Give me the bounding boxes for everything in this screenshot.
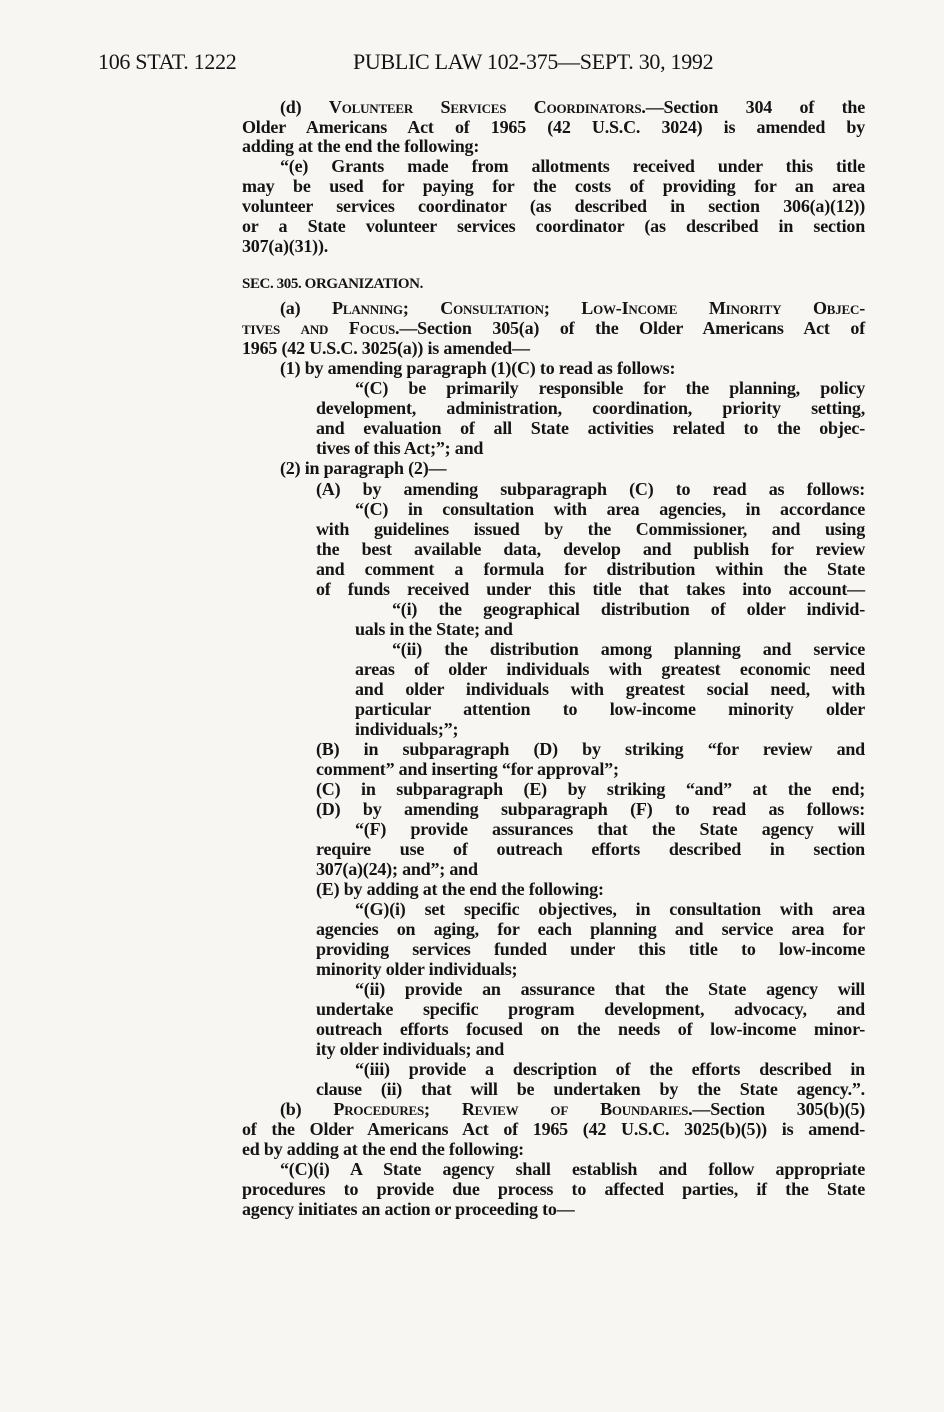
text-line (280, 1159, 865, 1179)
stat-page-number: 106 STAT. 1222 (98, 49, 237, 74)
text-line (316, 779, 865, 799)
text-line (316, 1039, 504, 1059)
text-line (242, 338, 530, 358)
text-segment: “(C) be primarily responsible for the planning, policy (355, 378, 865, 398)
text-line (355, 1059, 865, 1079)
text-segment: with guidelines issued by the Commissioner, and using (316, 519, 865, 539)
text-segment: “(C)(i) A State agency shall establish and follow appropriate (280, 1159, 865, 1179)
text-segment: “(F) provide assurances that the State agency will (355, 819, 865, 839)
text-segment: ity older individuals; and (316, 1039, 505, 1059)
text-segment: (E) by adding at the end the following: (316, 879, 604, 899)
text-segment: “(ii) provide an assurance that the State agency will (355, 979, 865, 999)
text-segment: (A) by amending subparagraph (C) to read as follows: (316, 479, 865, 499)
text-segment: (b) (280, 1099, 334, 1119)
text-line (280, 1099, 865, 1119)
text-line (392, 599, 865, 619)
text-segment: —Section 304 of the (645, 97, 866, 117)
subsection-heading: Planning; Consultation; Low-Income Minority Objec- (332, 298, 865, 318)
text-line (316, 859, 478, 879)
text-line (316, 799, 865, 819)
text-segment: undertake specific program development, advocacy, and (316, 999, 865, 1019)
text-line (242, 1139, 524, 1159)
text-segment: “(G)(i) set specific objectives, in consultation with area (355, 899, 865, 919)
text-segment: 1965 (42 U.S.C. 3025(a)) is amended— (242, 338, 530, 358)
text-segment: ed by adding at the end the following: (242, 1139, 524, 1159)
text-segment: uals in the State; and (355, 619, 513, 639)
text-segment: providing services funded under this title to low-income (316, 939, 865, 959)
text-line (355, 819, 865, 839)
text-line (355, 699, 865, 719)
text-segment: development, administration, coordination, priority setting, (316, 398, 865, 418)
text-line (242, 318, 865, 338)
text-segment: tives of this Act;”; and (316, 438, 484, 458)
text-line (242, 1179, 865, 1199)
running-header-title: PUBLIC LAW 102-375—SEPT. 30, 1992 (353, 49, 714, 74)
text-segment: of funds received under this title that takes into account— (316, 579, 865, 599)
text-line (316, 539, 865, 559)
text-segment: may be used for paying for the costs of providing for an area (242, 176, 865, 196)
text-line (316, 438, 483, 458)
text-line (316, 1079, 865, 1099)
text-line (242, 216, 865, 236)
text-line (355, 899, 865, 919)
text-segment: “(C) in consultation with area agencies, in accordance (355, 499, 865, 519)
text-segment: (d) (280, 97, 329, 117)
text-line (392, 639, 865, 659)
text-line (316, 479, 865, 499)
text-segment: (B) in subparagraph (D) by striking “for review and (316, 739, 865, 759)
text-line (355, 679, 865, 699)
text-segment: outreach efforts focused on the needs of low-income minor- (316, 1019, 865, 1039)
text-segment: “(e) Grants made from allotments received under this title (280, 156, 865, 176)
text-segment: SEC. 305. ORGANIZATION. (242, 276, 423, 292)
text-line (242, 117, 865, 137)
text-line (242, 1119, 865, 1139)
text-line (242, 136, 479, 156)
subsection-heading: Procedures; Review of Boundaries. (333, 1099, 693, 1119)
text-line (280, 358, 675, 378)
text-line (242, 176, 865, 196)
text-line (316, 919, 865, 939)
text-segment: the best available data, develop and publish for review (316, 539, 865, 559)
text-segment: require use of outreach efforts described in section (316, 839, 865, 859)
text-segment: particular attention to low-income minority older (355, 699, 865, 719)
text-segment: 307(a)(24); and”; and (316, 859, 478, 879)
text-segment: —Section 305(b)(5) (692, 1099, 865, 1119)
text-line (355, 378, 865, 398)
text-segment: and comment a formula for distribution within the State (316, 559, 865, 579)
text-segment: minority older individuals; (316, 959, 518, 979)
text-line (280, 97, 865, 117)
text-segment: “(ii) the distribution among planning and service (392, 639, 865, 659)
subsection-heading: Volunteer Services Coordinators. (328, 97, 646, 117)
text-segment: (a) (280, 298, 333, 318)
text-line (355, 619, 513, 639)
text-line (355, 719, 458, 739)
text-line (280, 298, 865, 318)
text-line (355, 499, 865, 519)
text-line (242, 196, 865, 216)
text-segment: or a State volunteer services coordinator (as described in section (242, 216, 865, 236)
text-segment: (C) in subparagraph (E) by striking “and” at the end; (316, 779, 865, 799)
text-segment: and evaluation of all State activities related to the objec- (316, 418, 865, 438)
text-line (355, 659, 865, 679)
text-segment: 307(a)(31)). (242, 236, 329, 256)
text-line (316, 1019, 865, 1039)
text-line (316, 579, 865, 599)
text-segment: comment” and inserting “for approval”; (316, 759, 619, 779)
text-segment: “(iii) provide a description of the efforts described in (355, 1059, 865, 1079)
text-segment: adding at the end the following: (242, 136, 480, 156)
text-segment: agencies on aging, for each planning and service area for (316, 919, 865, 939)
text-line (280, 156, 865, 176)
text-line (316, 959, 517, 979)
text-line (316, 759, 619, 779)
text-segment: Older Americans Act of 1965 (42 U.S.C. 3024) is amended by (242, 117, 865, 137)
text-line (316, 398, 865, 418)
text-segment: and older individuals with greatest social need, with (355, 679, 865, 699)
text-segment: “(i) the geographical distribution of older individ- (392, 599, 865, 619)
text-line (316, 839, 865, 859)
text-line (316, 559, 865, 579)
text-segment: (1) by amending paragraph (1)(C) to read as follows: (280, 358, 676, 378)
text-line (316, 519, 865, 539)
text-line (242, 236, 328, 256)
section-heading (242, 274, 423, 294)
subsection-heading: tives and Focus. (242, 318, 400, 338)
text-line (280, 458, 446, 478)
text-line (316, 418, 865, 438)
text-segment: individuals;”; (355, 719, 459, 739)
text-segment: areas of older individuals with greatest economic need (355, 659, 865, 679)
text-segment: procedures to provide due process to affected parties, if the State (242, 1179, 865, 1199)
text-segment: (2) in paragraph (2)— (280, 458, 447, 478)
text-segment: clause (ii) that will be undertaken by the State agency.”. (316, 1079, 865, 1099)
text-line (316, 739, 865, 759)
text-segment: (D) by amending subparagraph (F) to read as follows: (316, 799, 865, 819)
text-line (316, 879, 604, 899)
text-line (242, 1199, 575, 1219)
text-line (316, 939, 865, 959)
text-segment: agency initiates an action or proceeding to— (242, 1199, 575, 1219)
text-segment: volunteer services coordinator (as described in section 306(a)(12)) (242, 196, 865, 216)
text-line (355, 979, 865, 999)
text-line (316, 999, 865, 1019)
text-segment: of the Older Americans Act of 1965 (42 U.S.C. 3025(b)(5)) is amend- (242, 1119, 865, 1139)
text-segment: —Section 305(a) of the Older Americans Act of (399, 318, 865, 338)
